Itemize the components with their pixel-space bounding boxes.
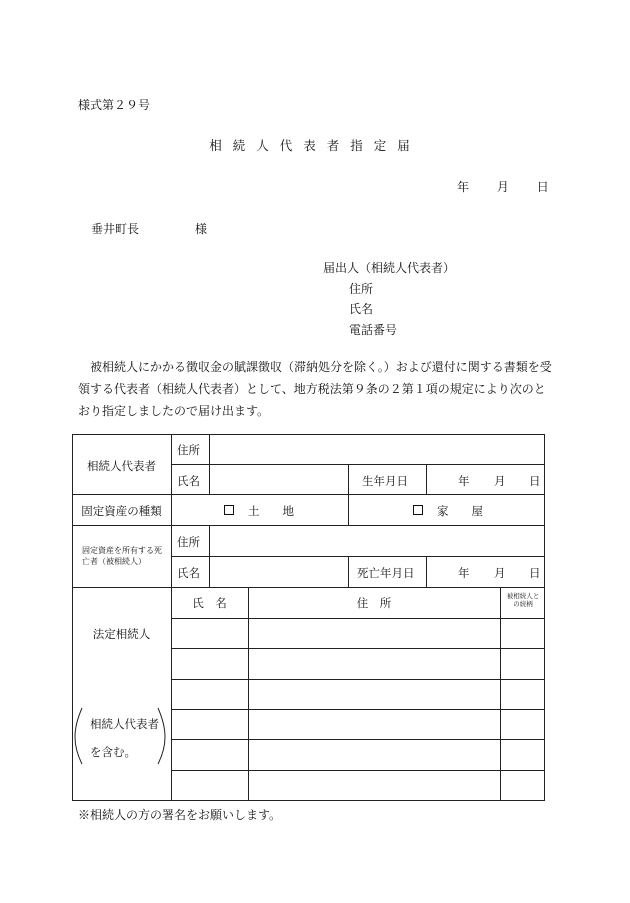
notifier-phone-label: 電話番号 [349,322,398,337]
body-text: 被相続人にかかる徴収金の賦課徴収（滞納処分を除く。）および還付に関する書類を受領する代表者（相続人代表者）として、地方税法第９条の２第１項の規定により次のとおり指定しましたので届け出ます。 [78,360,552,418]
representative-label: 相続人代表者 [87,459,156,473]
notifier-heading: 届出人（相続人代表者） [323,261,456,275]
notifier-address-label: 住所 [349,281,374,296]
deceased-death-year: 年 [458,566,470,580]
representative-birth-year: 年 [458,474,470,488]
heirs-label: 法定相続人 [92,627,151,641]
representative-birth-label: 生年月日 [362,474,408,488]
heirs-col-name: 氏 名 [192,596,227,610]
deceased-death-day: 日 [529,566,541,580]
representative-birth-month: 月 [494,474,506,488]
asset-type-house[interactable] [413,503,483,519]
date-month: 月 [496,180,509,194]
notifier-block [323,258,455,340]
date-year: 年 [457,180,470,194]
heirs-note-line1: 相続人代表者 [90,717,159,731]
representative-name-label: 氏名 [177,474,200,488]
addressee [91,220,207,237]
deceased-death-label: 死亡年月日 [357,566,415,580]
table-lines [72,434,545,801]
house-label: 家 屋 [437,504,483,518]
form-title: 相続人代表者指定届 [209,138,421,153]
notifier-name-label: 氏名 [349,302,374,316]
addressee-name: 垂井町長 [91,222,140,236]
footnote: ※相続人の方の署名をお願いします。 [78,808,282,822]
addressee-honorific: 様 [195,222,208,236]
deceased-address-label: 住所 [177,535,200,549]
house-checkbox[interactable] [413,505,423,515]
form-number: 様式第２９号 [78,98,151,112]
asset-type-label: 固定資産の種類 [81,504,162,518]
designation-table [72,434,545,801]
heirs-col-relation: 被相続人との続柄 [506,592,540,608]
asset-type-land[interactable] [224,503,294,519]
deceased-label: 固定資産を所有する死亡者（被相続人） [82,546,162,566]
submission-date [457,178,549,195]
representative-address-label: 住所 [177,443,200,457]
land-label: 土 地 [248,504,294,518]
land-checkbox[interactable] [224,505,234,515]
heirs-col-address: 住 所 [356,596,392,610]
date-day: 日 [536,180,549,194]
deceased-death-month: 月 [494,566,506,580]
deceased-name-label: 氏名 [177,566,200,580]
representative-birth-day: 日 [529,474,541,488]
heirs-note-line2: を含む。 [90,745,136,759]
